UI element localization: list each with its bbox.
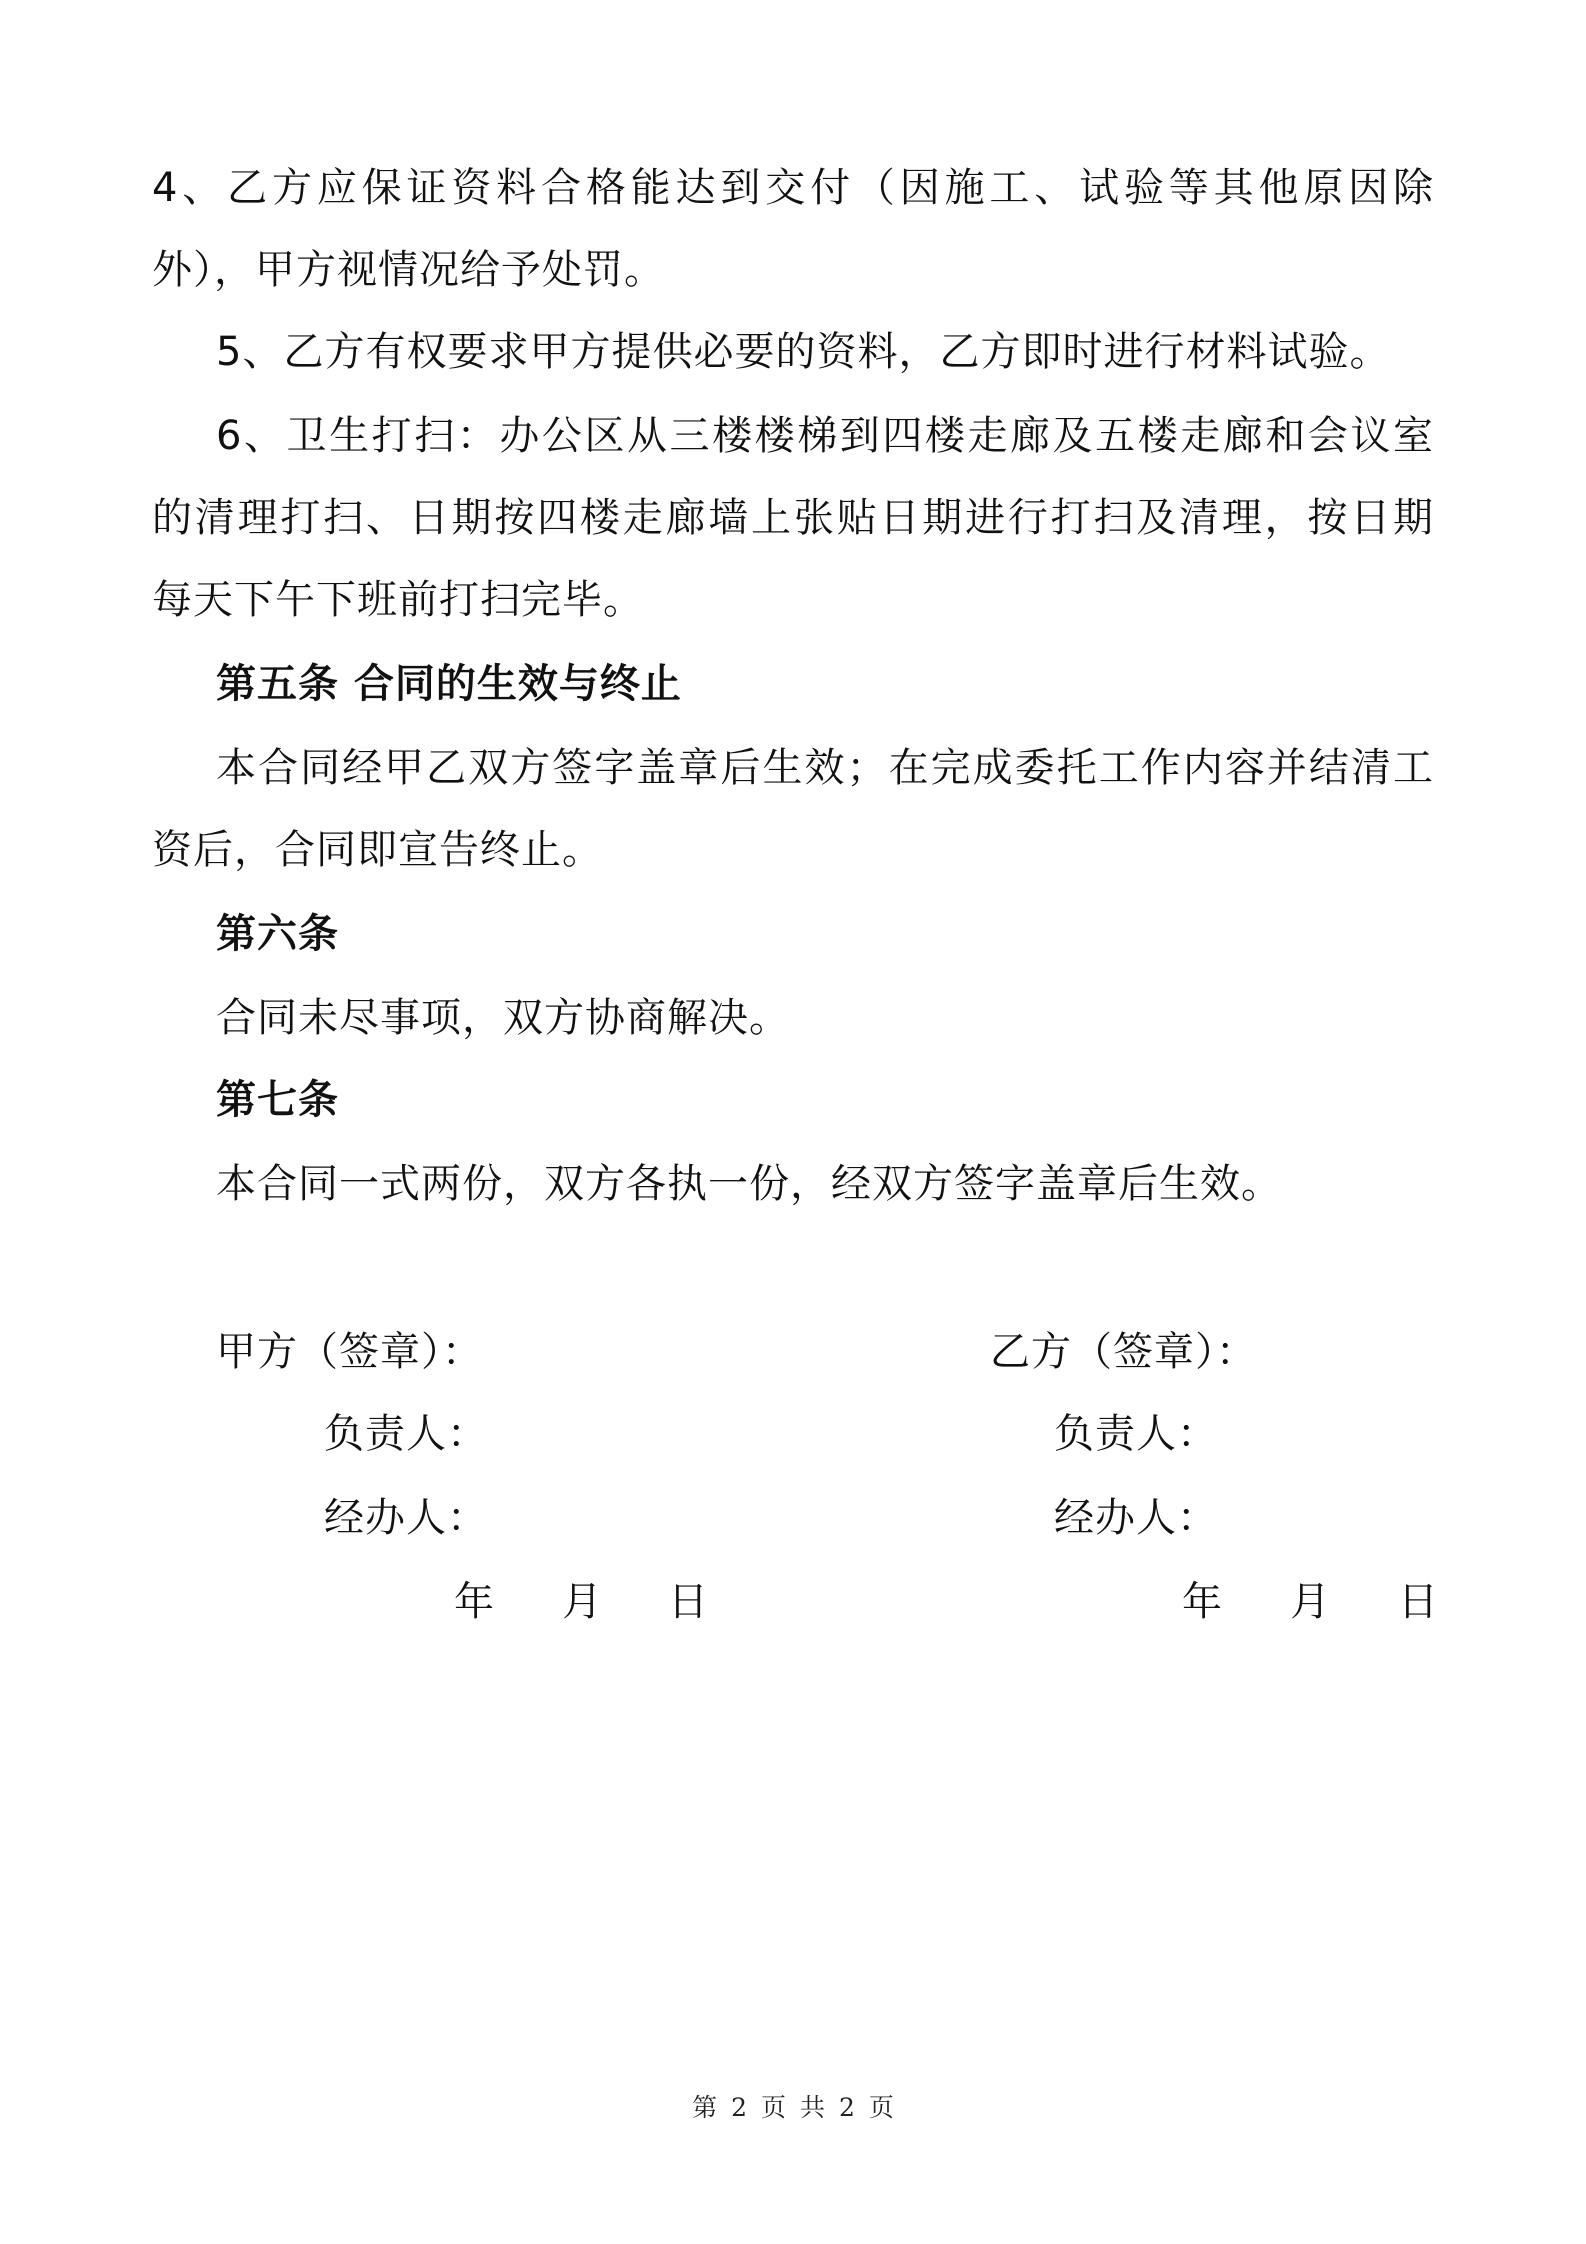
article5-line1: 本合同经甲乙双方签字盖章后生效；在完成委托工作内容并结清工 — [216, 745, 1434, 791]
party-a-year: 年 — [454, 1579, 494, 1625]
footer-page-word: 页 — [760, 2093, 786, 2122]
page-footer — [0, 2088, 1586, 2124]
footer-suffix: 页 — [868, 2093, 894, 2122]
clause-item6-line2: 的清理打扫、日期按四楼走廊墙上张贴日期进行打扫及清理，按日期 — [152, 495, 1434, 541]
party-b-year: 年 — [1182, 1579, 1222, 1625]
party-a-handler: 经办人： — [324, 1495, 488, 1541]
clause-item6-line3: 每天下午下班前打扫完毕。 — [152, 577, 644, 623]
footer-total-word: 共 — [800, 2093, 826, 2122]
article5-heading: 第五条 合同的生效与终止 — [216, 661, 682, 707]
clause-item4-line1: 4、乙方应保证资料合格能达到交付（因施工、试验等其他原因除 — [152, 165, 1434, 211]
article7-text: 本合同一式两份，双方各执一份，经双方签字盖章后生效。 — [216, 1161, 1282, 1207]
article5-line2: 资后，合同即宣告终止。 — [152, 827, 603, 873]
footer-current-page: 2 — [731, 2093, 747, 2122]
party-b-day: 日 — [1398, 1579, 1438, 1625]
clause-item5: 5、乙方有权要求甲方提供必要的资料，乙方即时进行材料试验。 — [216, 329, 1391, 375]
clause-item4-line2: 外），甲方视情况给予处罚。 — [152, 247, 665, 293]
footer-prefix: 第 — [692, 2093, 718, 2122]
article7-heading: 第七条 — [216, 1077, 339, 1123]
party-a-label: 甲方（签章）： — [216, 1329, 483, 1375]
party-a-day: 日 — [668, 1579, 708, 1625]
clause-item6-line1: 6、卫生打扫：办公区从三楼楼梯到四楼走廊及五楼走廊和会议室 — [216, 413, 1434, 459]
party-b-handler: 经办人： — [1054, 1495, 1218, 1541]
article6-heading: 第六条 — [216, 911, 339, 957]
party-a-responsible: 负责人： — [324, 1411, 488, 1457]
footer-total-pages: 2 — [839, 2093, 855, 2122]
party-b-label: 乙方（签章）： — [990, 1329, 1257, 1375]
article6-text: 合同未尽事项，双方协商解决。 — [216, 995, 790, 1041]
party-b-responsible: 负责人： — [1054, 1411, 1218, 1457]
party-b-month: 月 — [1290, 1579, 1330, 1625]
party-a-month: 月 — [562, 1579, 602, 1625]
